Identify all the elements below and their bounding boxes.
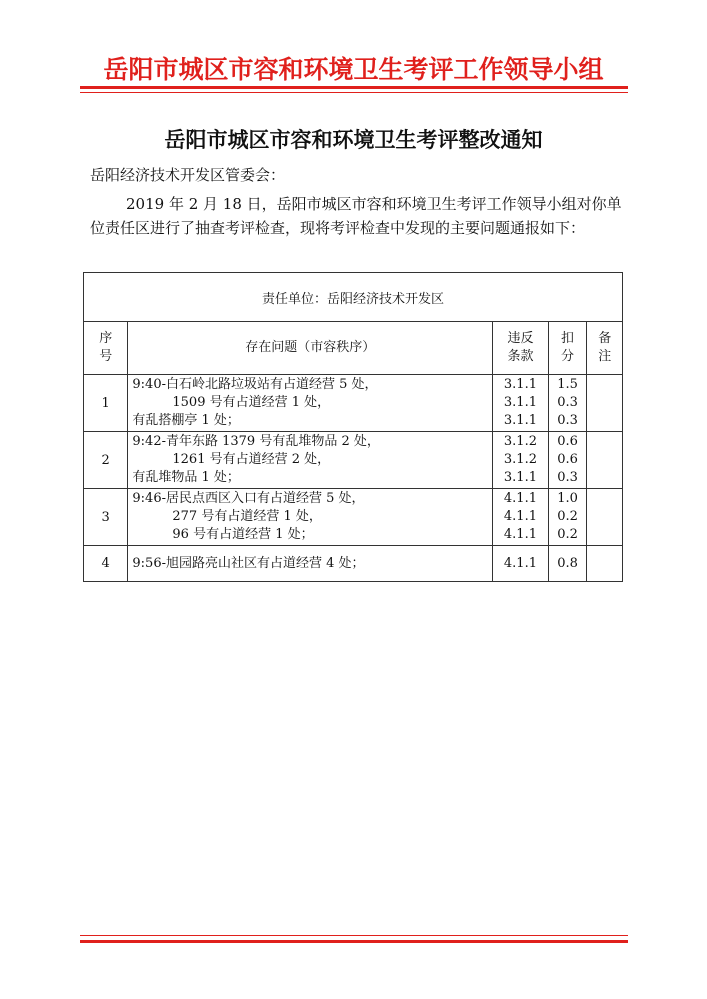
code-line: 3.1.1 bbox=[503, 413, 537, 428]
deduct-line: 0.3 bbox=[557, 413, 578, 428]
issue-line: 9:56-旭园路亮山社区有占道经营 4 处； bbox=[132, 555, 365, 571]
deduct-line: 0.8 bbox=[557, 555, 578, 571]
row-note bbox=[587, 432, 623, 489]
code-line: 3.1.2 bbox=[503, 434, 537, 449]
deduct-line: 0.3 bbox=[557, 470, 578, 485]
table-header bbox=[84, 322, 623, 375]
letterhead-rule-thick bbox=[80, 86, 628, 89]
row-deduction bbox=[548, 546, 587, 582]
deduct-line: 0.6 bbox=[557, 434, 578, 449]
footer-rule-thin bbox=[80, 935, 628, 936]
row-number: 3 bbox=[84, 489, 128, 546]
table-row bbox=[84, 489, 623, 546]
header-issue: 存在问题（市容秩序） bbox=[128, 322, 493, 375]
row-deduction bbox=[548, 375, 587, 432]
code-line: 3.1.1 bbox=[503, 377, 537, 392]
footer-rule-thick bbox=[80, 940, 628, 943]
issues-table bbox=[83, 272, 623, 582]
header-code: 违反 条款 bbox=[493, 322, 549, 375]
deduct-line: 0.2 bbox=[557, 509, 578, 524]
row-issue bbox=[128, 432, 493, 489]
row-code bbox=[493, 489, 549, 546]
letterhead-rule-thin bbox=[80, 92, 628, 93]
code-line: 4.1.1 bbox=[503, 555, 537, 571]
row-code bbox=[493, 546, 549, 582]
row-number: 2 bbox=[84, 432, 128, 489]
row-note bbox=[587, 375, 623, 432]
notice-title: 岳阳市城区市容和环境卫生考评整改通知 bbox=[164, 127, 543, 152]
issue-line: 1261 号有占道经营 2 处， bbox=[172, 452, 331, 467]
issue-line: 9:40-白石岭北路垃圾站有占道经营 5 处， bbox=[132, 377, 378, 392]
responsible-unit: 责任单位：岳阳经济技术开发区 bbox=[84, 273, 623, 322]
row-issue bbox=[128, 489, 493, 546]
notice-recipient: 岳阳经济技术开发区管委会： bbox=[90, 166, 286, 184]
row-deduction bbox=[548, 489, 587, 546]
code-line: 3.1.1 bbox=[503, 395, 537, 410]
table-body bbox=[84, 375, 623, 582]
issue-line: 1509 号有占道经营 1 处， bbox=[172, 395, 331, 410]
header-no: 序 号 bbox=[84, 322, 128, 375]
issue-line: 9:42-青年东路 1379 号有乱堆物品 2 处， bbox=[132, 434, 380, 449]
table-row bbox=[84, 375, 623, 432]
table-row bbox=[84, 432, 623, 489]
row-code bbox=[493, 432, 549, 489]
letterhead-title: 岳阳市城区市容和环境卫生考评工作领导小组 bbox=[103, 55, 604, 84]
code-line: 4.1.1 bbox=[503, 491, 537, 506]
row-deduction bbox=[548, 432, 587, 489]
issue-line: 有乱堆物品 1 处； bbox=[132, 470, 240, 485]
issue-line: 277 号有占道经营 1 处， bbox=[172, 509, 322, 524]
deduct-line: 1.5 bbox=[557, 377, 578, 392]
row-note bbox=[587, 489, 623, 546]
row-number: 1 bbox=[84, 375, 128, 432]
code-line: 4.1.1 bbox=[503, 527, 537, 542]
row-issue bbox=[128, 375, 493, 432]
unit-row bbox=[84, 273, 623, 322]
code-line: 3.1.1 bbox=[503, 470, 537, 485]
row-code bbox=[493, 375, 549, 432]
row-note bbox=[587, 546, 623, 582]
deduct-line: 0.3 bbox=[557, 395, 578, 410]
issue-line: 96 号有占道经营 1 处； bbox=[172, 527, 314, 542]
table-row bbox=[84, 546, 623, 582]
notice-body: 2019 年 2 月 18 日，岳阳市城区市容和环境卫生考评工作领导小组对你单位责任区进行了抽查考评检查，现将考评检查中发现的主要问题通报如下： bbox=[90, 195, 622, 237]
issue-line: 9:46-居民点西区入口有占道经营 5 处， bbox=[132, 491, 365, 506]
header-deduct: 扣 分 bbox=[548, 322, 587, 375]
row-number: 4 bbox=[84, 546, 128, 582]
code-line: 3.1.2 bbox=[503, 452, 537, 467]
code-line: 4.1.1 bbox=[503, 509, 537, 524]
deduct-line: 1.0 bbox=[557, 491, 578, 506]
row-issue bbox=[128, 546, 493, 582]
deduct-line: 0.2 bbox=[557, 527, 578, 542]
deduct-line: 0.6 bbox=[557, 452, 578, 467]
header-note: 备 注 bbox=[587, 322, 623, 375]
issue-line: 有乱搭棚亭 1 处； bbox=[132, 413, 240, 428]
